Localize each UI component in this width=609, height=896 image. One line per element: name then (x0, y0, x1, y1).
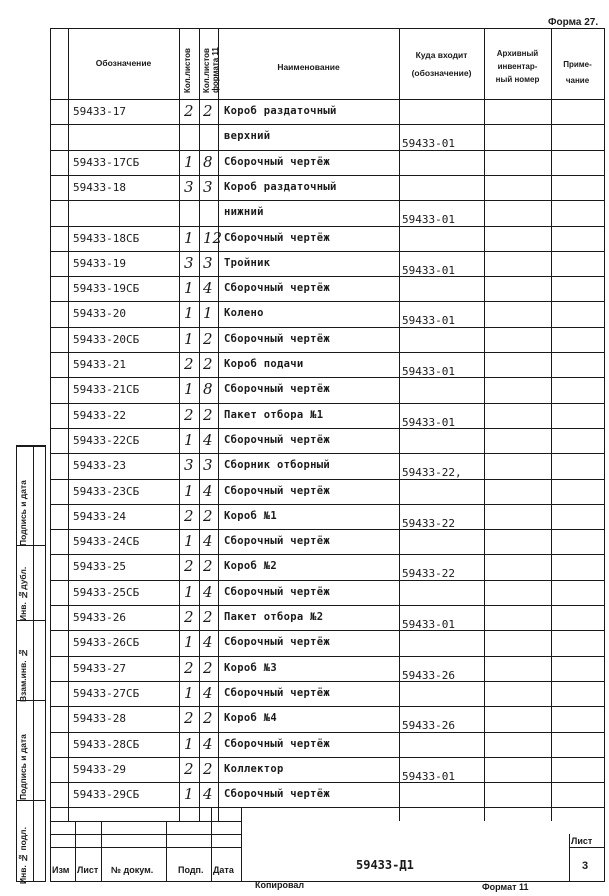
row-name: Сборочный чертёж (224, 282, 330, 295)
row-divider (51, 251, 604, 252)
row-sheets-format: 4 (203, 279, 213, 298)
header-archive-line2: инвентар- (497, 62, 538, 71)
row-name: Короб №3 (224, 661, 277, 674)
row-destination: 59433-01 (402, 137, 455, 151)
specification-table (50, 28, 605, 882)
row-sheets-count: 1 (184, 582, 194, 601)
row-sheets-count: 2 (184, 506, 194, 525)
row-sheets-format: 8 (203, 380, 213, 399)
header-destination-line2: (обозначение) (411, 68, 472, 78)
row-sheets-count: 2 (184, 759, 194, 778)
header-note-line2: чание (565, 76, 590, 85)
stamp-col (211, 807, 212, 881)
row-designation: 59433-22 (73, 408, 126, 422)
row-sheets-format: 1 (203, 304, 213, 323)
row-name: Сборочный чертёж (224, 636, 330, 649)
row-sheets-count: 1 (184, 228, 194, 247)
col-line (551, 29, 552, 821)
row-sheets-format: 4 (203, 683, 213, 702)
row-sheets-count: 2 (184, 709, 194, 728)
row-name: Сборочный чертёж (224, 155, 330, 168)
row-destination: 59433-01 (402, 618, 455, 631)
header-sheets-format: Кол.листов формата 11 (202, 47, 220, 93)
row-divider (51, 782, 604, 783)
stamp-col (101, 821, 102, 881)
row-designation: 59433-21СБ (73, 383, 140, 397)
row-name: нижний (224, 206, 264, 219)
row-designation: 59433-17СБ (73, 155, 140, 169)
document-number: 59433-Д1 (356, 858, 414, 872)
row-name: Сборочный чертёж (224, 433, 330, 446)
col-line (484, 29, 485, 821)
header-name: Наименование (277, 62, 340, 72)
side-label: Взам.инв. № (18, 648, 28, 702)
row-designation: 59433-29 (73, 762, 126, 776)
row-divider (51, 757, 604, 758)
row-divider (51, 276, 604, 277)
row-sheets-format: 2 (203, 608, 213, 626)
row-sheets-format: 4 (203, 785, 213, 804)
row-sheets-count: 1 (184, 329, 194, 348)
row-designation: 59433-28СБ (73, 737, 140, 751)
row-sheets-format: 2 (203, 506, 213, 525)
row-sheets-format: 3 (203, 253, 213, 272)
row-destination: 59433-22 (402, 567, 455, 581)
row-name: Сборочный чертёж (224, 737, 330, 750)
row-divider (51, 301, 604, 302)
row-sheets-count: 1 (184, 734, 194, 753)
row-sheets-count: 3 (184, 456, 194, 475)
row-name: Сборочный чертёж (224, 686, 330, 699)
row-destination: 59433-22 (402, 516, 455, 530)
stamp-sheet-label: Лист (571, 836, 593, 846)
row-sheets-count: 1 (184, 430, 194, 449)
row-divider (51, 150, 604, 151)
row-divider (51, 706, 604, 707)
header-archive (484, 47, 551, 86)
header-designation: Обозначение (95, 58, 152, 68)
row-destination: 59433-01 (402, 314, 455, 328)
row-name: Короб раздаточный (224, 105, 337, 117)
row-sheets-format: 2 (203, 557, 213, 576)
row-sheets-count: 3 (184, 177, 194, 196)
row-sheets-count: 1 (184, 532, 194, 551)
row-designation: 59433-24 (73, 509, 126, 523)
row-designation: 59433-25СБ (73, 585, 140, 599)
row-sheets-count: 1 (184, 481, 194, 500)
row-designation: 59433-18 (73, 180, 126, 194)
row-name: Колено (224, 307, 264, 320)
stamp-sheet-number: 3 (582, 860, 589, 872)
row-designation: 59433-22СБ (73, 433, 140, 447)
side-label: Подпись и дата (18, 480, 28, 546)
row-designation: 59433-26СБ (73, 636, 140, 650)
row-divider (51, 681, 604, 682)
row-name: Сборочный чертёж (224, 788, 330, 801)
stamp-col (166, 821, 167, 881)
side-inner-line (33, 445, 34, 882)
row-destination: 59433-01 (402, 365, 455, 378)
row-name: Сборочный чертёж (224, 332, 330, 345)
row-divider (51, 630, 604, 631)
header-note-line1: Приме- (563, 60, 592, 69)
row-sheets-format: 3 (203, 177, 213, 196)
row-sheets-count: 1 (184, 633, 194, 652)
row-designation: 59433-25 (73, 560, 126, 574)
row-divider (51, 175, 604, 176)
footer-format: Формат 11 (482, 882, 529, 892)
header-destination-line1: Куда входит (415, 50, 468, 60)
stamp-col (75, 821, 76, 881)
row-divider (51, 352, 604, 353)
row-divider (51, 554, 604, 555)
header-note (551, 57, 604, 89)
header-divider (51, 99, 604, 100)
row-designation: 59433-26 (73, 611, 126, 624)
row-divider (51, 428, 604, 429)
row-sheets-format: 2 (203, 658, 213, 677)
row-designation: 59433-27СБ (73, 686, 140, 700)
row-sheets-count: 1 (184, 683, 194, 702)
row-sheets-count: 2 (184, 608, 194, 626)
row-designation: 59433-23 (73, 459, 126, 473)
row-designation: 59433-20СБ (73, 332, 140, 346)
footer-copied: Копировал (255, 880, 305, 890)
row-designation: 59433-18СБ (73, 231, 140, 245)
row-divider (51, 377, 604, 378)
row-destination: 59433-01 (402, 769, 455, 783)
stamp-col (241, 807, 242, 881)
row-sheets-format: 8 (203, 152, 213, 171)
row-sheets-format: 4 (203, 532, 213, 551)
row-divider (51, 403, 604, 404)
row-designation: 59433-21 (73, 358, 126, 371)
row-designation: 59433-28 (73, 712, 126, 726)
row-name: Короб №4 (224, 712, 277, 725)
row-name: Сборник отборный (224, 459, 330, 472)
row-name: Пакет отбора №2 (224, 611, 324, 623)
side-label: Инв. №дубл. (18, 566, 28, 621)
row-sheets-count: 1 (184, 380, 194, 399)
row-name: Короб раздаточный (224, 180, 337, 193)
side-divider (16, 545, 46, 546)
row-divider (51, 605, 604, 606)
side-divider (16, 446, 46, 447)
row-destination: 59433-01 (402, 415, 455, 429)
stamp-line (51, 821, 241, 822)
row-sheets-count: 2 (184, 102, 194, 120)
row-name: Короб №2 (224, 560, 277, 573)
row-sheets-format: 4 (203, 633, 213, 652)
row-designation: 59433-23СБ (73, 484, 140, 498)
row-sheets-count: 3 (184, 253, 194, 272)
row-sheets-count: 2 (184, 658, 194, 677)
row-divider (51, 479, 604, 480)
row-sheets-format: 4 (203, 582, 213, 601)
row-name: Сборочный чертёж (224, 585, 330, 598)
row-destination: 59433-22, (402, 466, 462, 480)
stamp-line (569, 847, 604, 848)
side-divider (16, 620, 46, 621)
row-designation: 59433-17 (73, 105, 126, 118)
row-name: Сборочный чертёж (224, 383, 330, 396)
row-divider (51, 226, 604, 227)
stamp-col (569, 834, 570, 881)
row-destination: 59433-26 (402, 719, 455, 733)
row-sheets-format: 12 (203, 228, 223, 247)
row-divider (51, 124, 604, 125)
stamp-izm: Изм (52, 865, 70, 875)
row-destination: 59433-01 (402, 213, 455, 227)
row-sheets-format: 2 (203, 329, 213, 348)
stamp-line (51, 847, 241, 848)
header-archive-line3: ный номер (495, 75, 540, 84)
row-name: верхний (224, 130, 271, 143)
row-divider (51, 327, 604, 328)
side-divider (16, 800, 46, 801)
stamp-doc-no: № докум. (111, 865, 154, 875)
row-divider (51, 656, 604, 657)
header-destination (399, 49, 484, 79)
row-destination: 59433-01 (402, 263, 455, 277)
row-sheets-format: 2 (203, 759, 213, 778)
row-divider (51, 580, 604, 581)
row-sheets-count: 1 (184, 152, 194, 171)
row-sheets-format: 2 (203, 405, 213, 424)
col-line (218, 29, 219, 821)
stamp-top-line (51, 807, 604, 808)
row-name: Сборочный чертёж (224, 231, 330, 244)
header-archive-line1: Архивный (496, 49, 539, 58)
row-sheets-count: 1 (184, 785, 194, 804)
row-designation: 59433-24СБ (73, 535, 140, 549)
stamp-podp: Подп. (178, 865, 204, 875)
col-line (199, 29, 200, 821)
row-sheets-count: 1 (184, 279, 194, 298)
row-name: Сборочный чертёж (224, 484, 330, 497)
form-label: Форма 27. (548, 17, 599, 28)
row-sheets-count: 1 (184, 304, 194, 323)
row-sheets-format: 2 (203, 102, 213, 120)
col-line (68, 29, 69, 821)
row-designation: 59433-19 (73, 256, 126, 270)
row-destination: 59433-26 (402, 668, 455, 682)
stamp-data: Дата (213, 865, 234, 875)
row-designation: 59433-20 (73, 307, 126, 321)
col-line (399, 29, 400, 821)
row-divider (51, 529, 604, 530)
row-sheets-count: 2 (184, 557, 194, 576)
row-sheets-format: 3 (203, 456, 213, 475)
header-sheets-count: Кол.листов (183, 48, 192, 93)
row-designation: 59433-29СБ (73, 788, 140, 802)
row-sheets-format: 2 (203, 709, 213, 728)
row-divider (51, 504, 604, 505)
row-sheets-format: 2 (203, 355, 213, 373)
row-name: Пакет отбора №1 (224, 408, 324, 421)
row-name: Короб №1 (224, 509, 277, 522)
row-divider (51, 732, 604, 733)
stamp-line (51, 834, 241, 835)
stamp-list: Лист (77, 865, 99, 875)
row-designation: 59433-19СБ (73, 282, 140, 296)
side-label: Подпись и дата (18, 734, 28, 800)
row-name: Тройник (224, 256, 271, 269)
row-sheets-count: 2 (184, 355, 194, 373)
row-name: Сборочный чертёж (224, 535, 330, 548)
row-sheets-format: 4 (203, 481, 213, 500)
side-label: Инв. № подл. (18, 827, 28, 884)
row-sheets-format: 4 (203, 734, 213, 753)
row-name: Короб подачи (224, 358, 304, 370)
row-sheets-format: 4 (203, 430, 213, 449)
col-line (179, 29, 180, 821)
row-sheets-count: 2 (184, 405, 194, 424)
row-name: Коллектор (224, 762, 284, 775)
side-divider (16, 700, 46, 701)
row-divider (51, 200, 604, 201)
row-divider (51, 453, 604, 454)
row-designation: 59433-27 (73, 661, 126, 675)
